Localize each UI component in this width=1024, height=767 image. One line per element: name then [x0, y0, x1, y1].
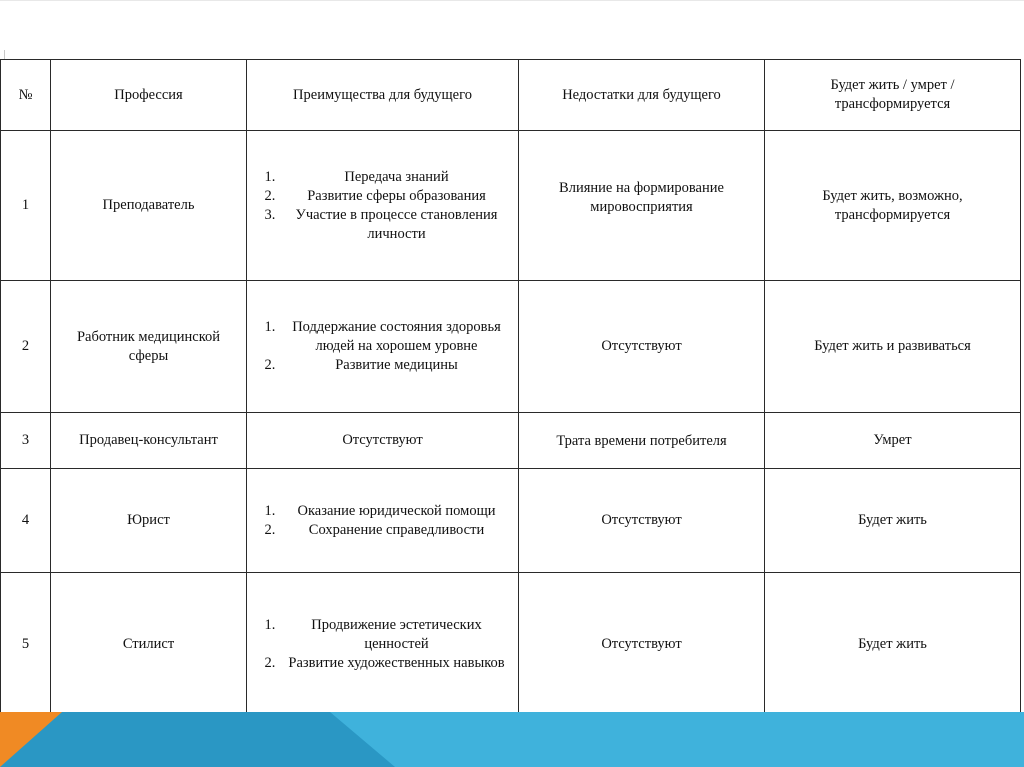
row-disadvantages: Влияние на формирование мировосприятия	[519, 131, 765, 281]
row-advantages	[247, 281, 519, 413]
advantages-list	[255, 168, 510, 244]
list-item: 2. Развитие сферы образования	[279, 187, 510, 206]
row-disadvantages: Отсутствуют	[519, 469, 765, 573]
row-outcome: Будет жить	[765, 469, 1021, 573]
row-outcome: Будет жить, возможно, трансформируется	[765, 131, 1021, 281]
advantages-list	[255, 502, 510, 540]
table-row	[1, 573, 1021, 717]
row-profession: Стилист	[51, 573, 247, 717]
row-number: 1	[1, 131, 51, 281]
list-item: 1. Поддержание состояния здоровья людей на хорошем уровне	[279, 318, 510, 356]
header-outcome: Будет жить / умрет / трансформируется	[765, 60, 1021, 131]
header-advantages: Преимущества для будущего	[247, 60, 519, 131]
table-row	[1, 131, 1021, 281]
footer-decoration	[0, 712, 1024, 767]
advantages-list	[255, 318, 510, 375]
row-number: 4	[1, 469, 51, 573]
table-row	[1, 281, 1021, 413]
table-row	[1, 413, 1021, 469]
list-item: 2. Сохранение справедливости	[279, 521, 510, 540]
row-advantages: Отсутствуют	[247, 413, 519, 469]
row-outcome: Будет жить и развиваться	[765, 281, 1021, 413]
row-advantages	[247, 573, 519, 717]
table-header-row	[1, 60, 1021, 131]
row-number: 5	[1, 573, 51, 717]
row-profession: Юрист	[51, 469, 247, 573]
row-advantages	[247, 469, 519, 573]
row-number: 3	[1, 413, 51, 469]
list-item: 2. Развитие медицины	[279, 356, 510, 375]
list-item: 2. Развитие художественных навыков	[279, 654, 510, 673]
row-disadvantages: Трата времени потребителя	[519, 413, 765, 469]
row-profession: Преподаватель	[51, 131, 247, 281]
list-item: 1. Передача знаний	[279, 168, 510, 187]
list-item: 1. Оказание юридической помощи	[279, 502, 510, 521]
slide-top-edge	[0, 0, 1024, 1]
row-outcome: Умрет	[765, 413, 1021, 469]
table-row	[1, 469, 1021, 573]
row-disadvantages: Отсутствуют	[519, 573, 765, 717]
row-advantages	[247, 131, 519, 281]
footer-dark-wedge	[0, 712, 395, 767]
row-profession: Работник медицинской сферы	[51, 281, 247, 413]
list-item: 1. Продвижение эстетических ценностей	[279, 616, 510, 654]
slide-footer-bar	[0, 712, 1024, 767]
header-number: №	[1, 60, 51, 131]
professions-table	[0, 59, 1021, 717]
header-disadvantages: Недостатки для будущего	[519, 60, 765, 131]
row-disadvantages: Отсутствуют	[519, 281, 765, 413]
header-profession: Профессия	[51, 60, 247, 131]
row-profession: Продавец-консультант	[51, 413, 247, 469]
advantages-list	[255, 616, 510, 673]
list-item: 3. Участие в процессе становления личности	[279, 206, 510, 244]
row-number: 2	[1, 281, 51, 413]
row-outcome: Будет жить	[765, 573, 1021, 717]
